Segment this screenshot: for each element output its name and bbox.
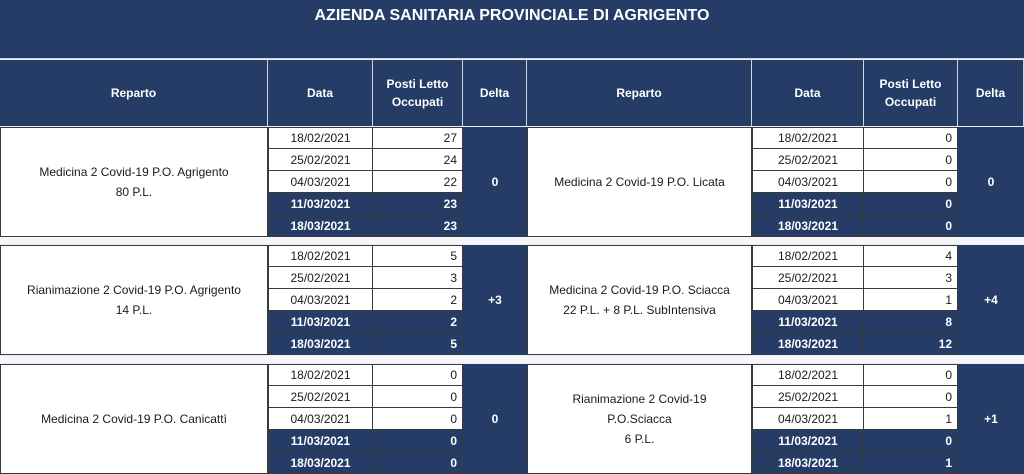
posti-value: 1 — [945, 455, 952, 470]
posti-cell — [373, 215, 463, 237]
posti-value: 0 — [450, 389, 457, 404]
reparto-name-line: P.O.Sciacca — [607, 412, 672, 426]
date-cell — [752, 333, 864, 355]
date-value: 18/03/2021 — [290, 218, 351, 233]
header-delta-label: Delta — [479, 86, 510, 100]
posti-cell — [373, 452, 463, 474]
posti-cell — [864, 193, 958, 215]
date-value: 25/02/2021 — [290, 152, 351, 167]
delta-cell — [958, 245, 1024, 355]
posti-value: 24 — [443, 152, 457, 167]
posti-value: 3 — [945, 270, 952, 285]
date-value: 11/03/2021 — [778, 196, 838, 211]
reparto-name-line: Medicina 2 Covid-19 P.O. Canicattì — [41, 412, 227, 426]
header-posti-line2: Occupati — [391, 95, 444, 109]
posti-value: 0 — [945, 152, 952, 167]
date-cell — [268, 430, 373, 452]
delta-value: +4 — [984, 293, 998, 307]
posti-cell — [373, 245, 463, 267]
date-value: 18/02/2021 — [777, 249, 839, 263]
header-posti-stack — [880, 75, 942, 111]
posti-value: 0 — [945, 389, 952, 404]
date-cell — [752, 245, 864, 267]
date-value: 25/02/2021 — [777, 270, 839, 285]
posti-value: 0 — [945, 131, 952, 145]
posti-cell — [864, 333, 958, 355]
date-cell — [268, 452, 373, 474]
posti-cell — [373, 364, 463, 386]
posti-value: 23 — [443, 196, 457, 211]
date-value: 18/03/2021 — [777, 455, 839, 470]
date-cell — [752, 452, 864, 474]
posti-value: 0 — [945, 368, 952, 382]
posti-cell — [864, 452, 958, 474]
posti-cell — [864, 215, 958, 237]
date-cell — [268, 245, 373, 267]
posti-value: 12 — [938, 336, 952, 351]
posti-value: 0 — [450, 455, 457, 470]
block-separator — [0, 356, 1024, 363]
reparto-cell — [0, 364, 268, 474]
date-value: 04/03/2021 — [777, 174, 839, 189]
date-cell — [752, 127, 864, 149]
date-value: 04/03/2021 — [290, 174, 351, 189]
date-cell — [752, 430, 864, 452]
posti-value: 3 — [450, 270, 457, 285]
date-cell — [752, 364, 864, 386]
header-reparto-label: Reparto — [110, 86, 157, 100]
posti-value: 1 — [945, 292, 952, 307]
posti-value: 5 — [450, 249, 457, 263]
date-cell — [268, 386, 373, 408]
header-posti-stack — [387, 75, 449, 111]
delta-cell — [463, 127, 527, 237]
date-value: 11/03/2021 — [290, 196, 351, 211]
date-cell — [752, 311, 864, 333]
date-value: 04/03/2021 — [777, 411, 839, 426]
posti-cell — [373, 311, 463, 333]
posti-value: 1 — [945, 411, 952, 426]
posti-cell — [373, 267, 463, 289]
posti-value: 0 — [945, 218, 952, 233]
page-title — [0, 0, 1024, 59]
posti-value: 0 — [945, 174, 952, 189]
date-cell — [752, 289, 864, 311]
posti-value: 2 — [450, 292, 457, 307]
date-value: 04/03/2021 — [290, 411, 351, 426]
header-delta-right — [958, 60, 1024, 126]
header-reparto-right — [527, 60, 752, 126]
posti-cell — [864, 171, 958, 193]
header-data-left — [268, 60, 373, 126]
posti-cell — [864, 408, 958, 430]
delta-value: 0 — [987, 175, 995, 189]
date-value: 11/03/2021 — [290, 433, 351, 448]
delta-cell — [958, 127, 1024, 237]
posti-value: 0 — [945, 433, 952, 448]
header-data-label: Data — [306, 86, 333, 100]
posti-cell — [373, 171, 463, 193]
date-cell — [268, 408, 373, 430]
posti-cell — [864, 430, 958, 452]
date-cell — [268, 193, 373, 215]
header-delta-left — [463, 60, 527, 126]
posti-value: 5 — [450, 336, 457, 351]
date-cell — [268, 311, 373, 333]
reparto-cell — [527, 364, 752, 474]
date-value: 18/02/2021 — [777, 368, 839, 382]
header-data-right — [752, 60, 864, 126]
posti-cell — [373, 386, 463, 408]
reparto-name-line: 14 P.L. — [115, 303, 153, 317]
posti-cell — [373, 333, 463, 355]
posti-value: 8 — [945, 314, 952, 329]
reparto-name-line: Medicina 2 Covid-19 P.O. Sciacca — [549, 283, 730, 297]
header-posti-line1: Posti Letto — [879, 77, 942, 91]
delta-value: +3 — [488, 293, 502, 307]
posti-cell — [373, 289, 463, 311]
date-value: 18/02/2021 — [290, 249, 351, 263]
header-data-label: Data — [794, 86, 821, 100]
date-value: 18/03/2021 — [777, 218, 839, 233]
delta-value: 0 — [491, 412, 499, 426]
date-value: 18/03/2021 — [290, 455, 351, 470]
posti-value: 4 — [945, 249, 952, 263]
date-cell — [752, 171, 864, 193]
posti-value: 0 — [450, 433, 457, 448]
reparto-name-line: 22 P.L. + 8 P.L. SubIntensiva — [563, 303, 716, 317]
date-value: 18/02/2021 — [290, 131, 351, 145]
posti-value: 0 — [450, 411, 457, 426]
block-separator — [0, 237, 1024, 244]
delta-value: +1 — [984, 412, 998, 426]
reparto-cell — [0, 127, 268, 237]
header-posti-right — [864, 60, 958, 126]
date-value: 18/03/2021 — [290, 336, 351, 351]
posti-cell — [373, 127, 463, 149]
date-cell — [268, 333, 373, 355]
header-posti-line1: Posti Letto — [386, 77, 449, 91]
date-cell — [752, 408, 864, 430]
date-value: 11/03/2021 — [778, 433, 838, 448]
date-value: 25/02/2021 — [777, 152, 839, 167]
posti-cell — [373, 149, 463, 171]
delta-cell — [958, 364, 1024, 474]
posti-cell — [864, 267, 958, 289]
date-cell — [752, 149, 864, 171]
delta-cell — [463, 364, 527, 474]
posti-cell — [864, 127, 958, 149]
header-reparto-left — [0, 60, 268, 126]
posti-value: 0 — [450, 368, 457, 382]
posti-value: 0 — [945, 196, 952, 211]
date-value: 25/02/2021 — [290, 389, 351, 404]
posti-value: 23 — [443, 218, 457, 233]
posti-cell — [373, 193, 463, 215]
date-value: 25/02/2021 — [290, 270, 351, 285]
posti-value: 22 — [443, 174, 457, 189]
reparto-name-line: Medicina 2 Covid-19 P.O. Agrigento — [39, 165, 229, 179]
posti-cell — [864, 311, 958, 333]
posti-value: 27 — [443, 131, 457, 145]
reparto-name-line: Rianimazione 2 Covid-19 P.O. Agrigento — [27, 283, 241, 297]
reparto-cell — [527, 127, 752, 237]
date-cell — [752, 386, 864, 408]
posti-cell — [864, 386, 958, 408]
posti-cell — [864, 245, 958, 267]
date-cell — [268, 149, 373, 171]
date-cell — [752, 193, 864, 215]
reparto-name-line: 6 P.L. — [624, 432, 655, 446]
date-cell — [752, 215, 864, 237]
date-value: 11/03/2021 — [290, 314, 351, 329]
date-value: 04/03/2021 — [777, 292, 839, 307]
date-cell — [268, 267, 373, 289]
posti-cell — [373, 408, 463, 430]
delta-value: 0 — [491, 175, 499, 189]
header-posti-line2: Occupati — [884, 95, 937, 109]
header-posti-left — [373, 60, 463, 126]
page-title-text: AZIENDA SANITARIA PROVINCIALE DI AGRIGENTO — [314, 7, 710, 24]
posti-value: 2 — [450, 314, 457, 329]
header-delta-label: Delta — [975, 86, 1006, 100]
reparto-name-line: Rianimazione 2 Covid-19 — [572, 392, 707, 406]
delta-cell — [463, 245, 527, 355]
reparto-name-line: 80 P.L. — [115, 185, 153, 199]
posti-cell — [864, 149, 958, 171]
posti-cell — [373, 430, 463, 452]
date-cell — [268, 127, 373, 149]
date-cell — [268, 364, 373, 386]
reparto-cell — [527, 245, 752, 355]
reparto-cell — [0, 245, 268, 355]
date-cell — [752, 267, 864, 289]
reparto-name-line: Medicina 2 Covid-19 P.O. Licata — [554, 175, 725, 189]
posti-cell — [864, 289, 958, 311]
header-reparto-label: Reparto — [616, 86, 662, 100]
date-value: 25/02/2021 — [777, 389, 839, 404]
posti-cell — [864, 364, 958, 386]
date-value: 18/02/2021 — [290, 368, 351, 382]
date-value: 04/03/2021 — [290, 292, 351, 307]
date-value: 18/03/2021 — [777, 336, 839, 351]
date-cell — [268, 171, 373, 193]
date-cell — [268, 289, 373, 311]
date-cell — [268, 215, 373, 237]
date-value: 18/02/2021 — [777, 131, 839, 145]
date-value: 11/03/2021 — [778, 314, 838, 329]
